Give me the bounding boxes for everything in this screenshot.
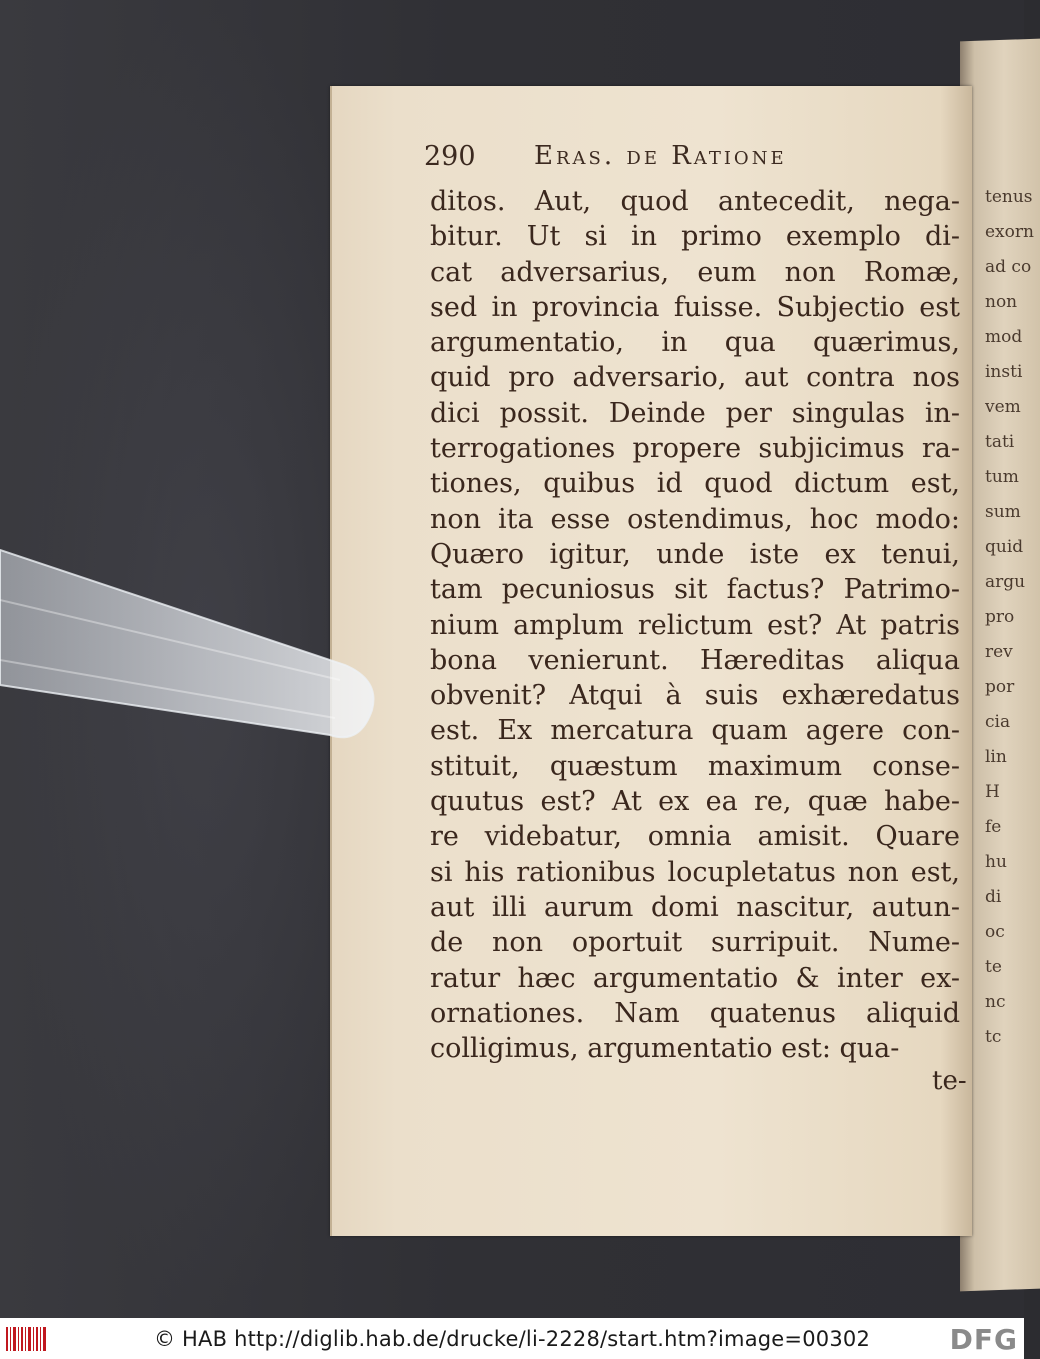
- text-line: ratur hæc argumentatio & inter ex-: [430, 962, 960, 994]
- background-shadow: [0, 0, 340, 1318]
- text-line: est. Ex mercatura quam agere con-: [430, 715, 960, 747]
- facing-page-fragment: rev: [985, 642, 1013, 662]
- footer-bar: [0, 1318, 1024, 1359]
- text-line: Quæro igitur, unde iste ex tenui,: [430, 538, 960, 570]
- text-line: non ita esse ostendimus, hoc modo:: [430, 503, 960, 535]
- facing-page-fragment: di: [985, 887, 1002, 907]
- facing-page-fragment: pro: [985, 607, 1015, 627]
- facing-page-fragment: hu: [985, 852, 1007, 872]
- text-line: dici possit. Deinde per singulas in-: [430, 397, 960, 429]
- facing-page-fragment: sum: [985, 502, 1021, 522]
- running-head: Eras. de Ratione: [534, 141, 787, 171]
- text-line: re videbatur, omnia amisit. Quare: [430, 821, 960, 853]
- facing-page-fragment: lin: [985, 747, 1007, 767]
- text-line: obvenit? Atqui à suis exhæredatus: [430, 680, 960, 712]
- text-line: nium amplum relictum est? At patris: [430, 609, 960, 641]
- facing-page-fragment: insti: [985, 362, 1023, 382]
- text-line: argumentatio, in qua quærimus,: [430, 327, 960, 359]
- page-header: [424, 141, 944, 177]
- text-line: bona venierunt. Hæreditas aliqua: [430, 644, 960, 676]
- text-line: quid pro adversario, aut contra nos: [430, 362, 960, 394]
- attribution-text: © HAB http://diglib.hab.de/drucke/li-2228/start.htm?image=00302: [153, 1327, 871, 1351]
- facing-page-fragment: tc: [985, 1027, 1002, 1047]
- facing-page-fragment: por: [985, 677, 1015, 697]
- facing-page-fragment: oc: [985, 922, 1005, 942]
- facing-page-fragment: tati: [985, 432, 1015, 452]
- facing-page-fragment: argu: [985, 572, 1026, 592]
- text-line: sed in provincia fuisse. Subjectio est: [430, 291, 960, 323]
- text-line: bitur. Ut si in primo exemplo di-: [430, 221, 960, 253]
- text-line: tiones, quibus id quod dictum est,: [430, 468, 960, 500]
- facing-page-fragment: mod: [985, 327, 1023, 347]
- text-line: terrogationes propere subjicimus ra-: [430, 433, 960, 465]
- facing-page-fragment: te: [985, 957, 1002, 977]
- facing-page-fragment: fe: [985, 817, 1002, 837]
- facing-page-fragment: tenus: [985, 187, 1033, 207]
- catchword: te-: [932, 1066, 967, 1096]
- text-line: stituit, quæstum maximum conse-: [430, 750, 960, 782]
- facing-page-fragments: [985, 180, 1034, 1055]
- book-page: [330, 86, 972, 1236]
- dfg-logo: DFG: [949, 1323, 1018, 1356]
- facing-page-fragment: ad co: [985, 257, 1032, 277]
- facing-page-fragment: exorn: [985, 222, 1034, 242]
- text-line: quutus est? At ex ea re, quæ habe-: [430, 786, 960, 818]
- text-line: aut illi aurum domi nascitur, autun-: [430, 891, 960, 923]
- facing-page-fragment: tum: [985, 467, 1019, 487]
- text-line: cat adversarius, eum non Romæ,: [430, 256, 960, 288]
- text-line: ditos. Aut, quod antecedit, nega-: [430, 186, 960, 217]
- facing-page-fragment: nc: [985, 992, 1006, 1012]
- text-line: si his rationibus locupletatus non est,: [430, 856, 960, 888]
- facing-page-fragment: H: [985, 782, 1000, 802]
- text-line: ornationes. Nam quatenus aliquid: [430, 997, 960, 1029]
- facing-page-fragment: vem: [985, 397, 1021, 417]
- facing-page-fragment: cia: [985, 712, 1011, 732]
- page-number: 290: [424, 141, 476, 172]
- page-body-text: [430, 184, 960, 1066]
- facing-page-fragment: quid: [985, 537, 1024, 557]
- text-line: colligimus, argumentatio est: qua-: [430, 1033, 900, 1065]
- text-line: tam pecuniosus sit factus? Patrimo-: [430, 574, 960, 606]
- facing-page-fragment: non: [985, 292, 1018, 312]
- text-line: de non oportuit surripuit. Nume-: [430, 927, 960, 959]
